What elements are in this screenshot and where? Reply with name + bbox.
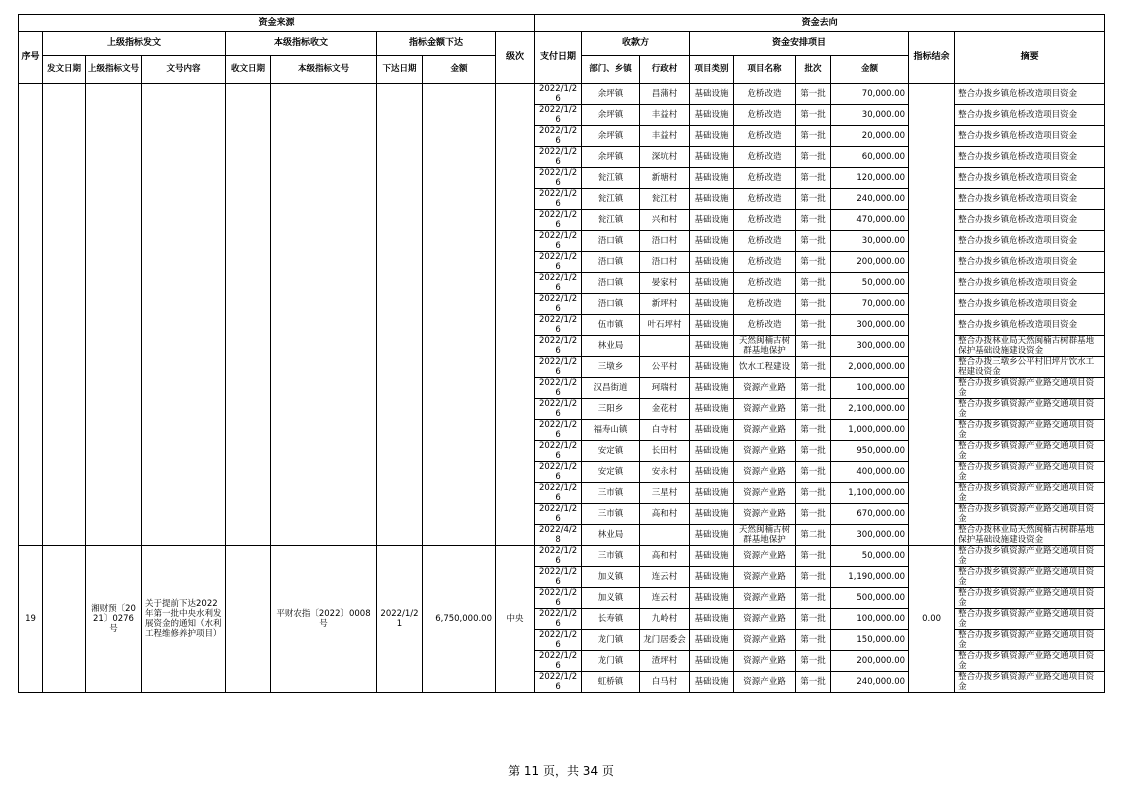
pay-amount-cell: 300,000.00 (831, 315, 909, 336)
batch-cell: 第一批 (796, 504, 831, 525)
summary-cell: 整合办拨乡镇资源产业路交通项目资金 (955, 441, 1105, 462)
summary-cell: 整合办拨乡镇资源产业路交通项目资金 (955, 567, 1105, 588)
project-name-cell: 危桥改造 (734, 105, 796, 126)
summary-cell: 整合办拨乡镇危桥改造项目资金 (955, 168, 1105, 189)
batch-cell: 第一批 (796, 420, 831, 441)
project-type-cell: 基础设施 (690, 126, 734, 147)
dept-cell: 三墩乡 (582, 357, 640, 378)
project-type-cell: 基础设施 (690, 84, 734, 105)
batch-cell: 第一批 (796, 147, 831, 168)
project-name-cell: 资源产业路 (734, 378, 796, 399)
col-header-superior-doc-no: 上级指标文号 (86, 56, 142, 84)
col-header-balance: 指标结余 (909, 32, 955, 84)
dept-cell: 龙门镇 (582, 630, 640, 651)
pay-date-cell: 2022/1/26 (535, 315, 582, 336)
village-cell: 渣坪村 (640, 651, 690, 672)
village-cell: 晏家村 (640, 273, 690, 294)
project-type-cell: 基础设施 (690, 105, 734, 126)
project-name-cell: 危桥改造 (734, 315, 796, 336)
col-header-level: 级次 (496, 32, 535, 84)
project-type-cell: 基础设施 (690, 147, 734, 168)
pay-amount-cell: 950,000.00 (831, 441, 909, 462)
pay-date-cell: 2022/1/26 (535, 462, 582, 483)
payment-row (19, 546, 1105, 567)
col-header-pay-amount: 金额 (831, 56, 909, 84)
village-cell: 瓮江村 (640, 189, 690, 210)
batch-cell: 第一批 (796, 273, 831, 294)
village-cell: 连云村 (640, 567, 690, 588)
project-name-cell: 天然闽楠古树群基地保护 (734, 336, 796, 357)
batch-cell: 第一批 (796, 168, 831, 189)
receive-date-cell (226, 84, 271, 546)
pay-date-cell: 2022/4/28 (535, 525, 582, 546)
village-cell: 昌蒲村 (640, 84, 690, 105)
summary-cell: 整合办拨乡镇危桥改造项目资金 (955, 210, 1105, 231)
group-header-project: 资金安排项目 (690, 32, 909, 56)
pay-amount-cell: 300,000.00 (831, 525, 909, 546)
village-cell: 九岭村 (640, 609, 690, 630)
pay-amount-cell: 1,100,000.00 (831, 483, 909, 504)
pay-date-cell: 2022/1/26 (535, 168, 582, 189)
batch-cell: 第一批 (796, 630, 831, 651)
pay-amount-cell: 500,000.00 (831, 588, 909, 609)
pay-amount-cell: 70,000.00 (831, 294, 909, 315)
batch-cell: 第一批 (796, 252, 831, 273)
pay-date-cell: 2022/1/26 (535, 399, 582, 420)
batch-cell: 第一批 (796, 546, 831, 567)
source-section-header: 资金来源 (19, 15, 535, 32)
project-name-cell: 资源产业路 (734, 546, 796, 567)
batch-cell: 第一批 (796, 567, 831, 588)
dept-cell: 三市镇 (582, 483, 640, 504)
pay-amount-cell: 2,000,000.00 (831, 357, 909, 378)
village-cell (640, 525, 690, 546)
col-header-source-amount: 金额 (423, 56, 496, 84)
summary-cell: 整合办拨乡镇资源产业路交通项目资金 (955, 588, 1105, 609)
page-number-footer: 第 11 页，共 34 页 (508, 764, 614, 778)
village-cell: 深坑村 (640, 147, 690, 168)
dept-cell: 安定镇 (582, 441, 640, 462)
pay-date-cell: 2022/1/26 (535, 357, 582, 378)
batch-cell: 第一批 (796, 378, 831, 399)
pay-amount-cell: 50,000.00 (831, 546, 909, 567)
dept-cell: 浯口镇 (582, 294, 640, 315)
project-type-cell: 基础设施 (690, 294, 734, 315)
dept-cell: 余坪镇 (582, 126, 640, 147)
col-header-issue-date: 发文日期 (43, 56, 86, 84)
release-date-cell: 2022/1/21 (377, 546, 423, 693)
batch-cell: 第一批 (796, 651, 831, 672)
pay-amount-cell: 2,100,000.00 (831, 399, 909, 420)
project-type-cell: 基础设施 (690, 336, 734, 357)
village-cell: 金花村 (640, 399, 690, 420)
project-name-cell: 资源产业路 (734, 399, 796, 420)
pay-amount-cell: 240,000.00 (831, 189, 909, 210)
project-name-cell: 资源产业路 (734, 462, 796, 483)
village-cell: 丰益村 (640, 105, 690, 126)
batch-cell: 第一批 (796, 357, 831, 378)
batch-cell: 第一批 (796, 483, 831, 504)
batch-cell: 第一批 (796, 189, 831, 210)
batch-cell: 第一批 (796, 126, 831, 147)
dept-cell: 瓮江镇 (582, 210, 640, 231)
dept-cell: 浯口镇 (582, 252, 640, 273)
doc-content-cell: 关于提前下达2022年第一批中央水利发展资金的通知（水利工程维修养护项目） (142, 546, 226, 693)
batch-cell: 第二批 (796, 525, 831, 546)
project-name-cell: 危桥改造 (734, 231, 796, 252)
batch-cell: 第一批 (796, 231, 831, 252)
project-type-cell: 基础设施 (690, 231, 734, 252)
summary-cell: 整合办拨乡镇危桥改造项目资金 (955, 189, 1105, 210)
batch-cell: 第一批 (796, 588, 831, 609)
batch-cell: 第一批 (796, 672, 831, 693)
summary-cell: 整合办拨林业局天然闽楠古树群基地保护基础设施建设资金 (955, 336, 1105, 357)
seq-cell: 19 (19, 546, 43, 693)
pay-amount-cell: 200,000.00 (831, 252, 909, 273)
summary-cell: 整合办拨林业局天然闽楠古树群基地保护基础设施建设资金 (955, 525, 1105, 546)
dept-cell: 林业局 (582, 525, 640, 546)
pay-date-cell: 2022/1/26 (535, 483, 582, 504)
village-cell: 龙门居委会 (640, 630, 690, 651)
pay-amount-cell: 30,000.00 (831, 231, 909, 252)
batch-cell: 第一批 (796, 609, 831, 630)
project-name-cell: 资源产业路 (734, 672, 796, 693)
village-cell: 浯口村 (640, 231, 690, 252)
summary-cell: 整合办拨三墩乡公平村旧坪片饮水工程建设资金 (955, 357, 1105, 378)
village-cell: 丰益村 (640, 126, 690, 147)
pay-amount-cell: 1,190,000.00 (831, 567, 909, 588)
project-type-cell: 基础设施 (690, 273, 734, 294)
pay-date-cell: 2022/1/26 (535, 294, 582, 315)
pay-date-cell: 2022/1/26 (535, 441, 582, 462)
pay-date-cell: 2022/1/26 (535, 336, 582, 357)
batch-cell: 第一批 (796, 462, 831, 483)
project-name-cell: 危桥改造 (734, 294, 796, 315)
level-cell: 中央 (496, 546, 535, 693)
col-header-receive-date: 收文日期 (226, 56, 271, 84)
summary-cell: 整合办拨乡镇资源产业路交通项目资金 (955, 483, 1105, 504)
project-type-cell: 基础设施 (690, 546, 734, 567)
project-type-cell: 基础设施 (690, 588, 734, 609)
batch-cell: 第一批 (796, 210, 831, 231)
section-header-row (19, 15, 1105, 32)
payment-row (19, 84, 1105, 105)
pay-amount-cell: 70,000.00 (831, 84, 909, 105)
village-cell: 安永村 (640, 462, 690, 483)
project-name-cell: 资源产业路 (734, 588, 796, 609)
col-header-summary: 摘要 (955, 32, 1105, 84)
summary-cell: 整合办拨乡镇资源产业路交通项目资金 (955, 399, 1105, 420)
dept-cell: 三市镇 (582, 504, 640, 525)
group-header-superior-doc: 上级指标发文 (43, 32, 226, 56)
dept-cell: 瓮江镇 (582, 189, 640, 210)
project-type-cell: 基础设施 (690, 504, 734, 525)
dept-cell: 余坪镇 (582, 147, 640, 168)
group-header-current-doc: 本级指标收文 (226, 32, 377, 56)
project-type-cell: 基础设施 (690, 609, 734, 630)
col-header-project-name: 项目名称 (734, 56, 796, 84)
batch-cell: 第一批 (796, 315, 831, 336)
summary-cell: 整合办拨乡镇资源产业路交通项目资金 (955, 546, 1105, 567)
project-name-cell: 危桥改造 (734, 252, 796, 273)
project-type-cell: 基础设施 (690, 399, 734, 420)
summary-cell: 整合办拨乡镇资源产业路交通项目资金 (955, 378, 1105, 399)
village-cell: 长田村 (640, 441, 690, 462)
batch-cell: 第一批 (796, 84, 831, 105)
village-cell (640, 336, 690, 357)
dept-cell: 林业局 (582, 336, 640, 357)
pay-date-cell: 2022/1/26 (535, 504, 582, 525)
doc-content-cell (142, 84, 226, 546)
dept-cell: 长寿镇 (582, 609, 640, 630)
summary-cell: 整合办拨乡镇资源产业路交通项目资金 (955, 504, 1105, 525)
dept-cell: 浯口镇 (582, 273, 640, 294)
pay-date-cell: 2022/1/26 (535, 672, 582, 693)
dept-cell: 虹桥镇 (582, 672, 640, 693)
pay-date-cell: 2022/1/26 (535, 609, 582, 630)
project-name-cell: 资源产业路 (734, 609, 796, 630)
project-type-cell: 基础设施 (690, 252, 734, 273)
summary-cell: 整合办拨乡镇资源产业路交通项目资金 (955, 630, 1105, 651)
village-cell: 兴和村 (640, 210, 690, 231)
project-type-cell: 基础设施 (690, 483, 734, 504)
pay-date-cell: 2022/1/26 (535, 84, 582, 105)
batch-cell: 第一批 (796, 399, 831, 420)
current-doc-no-cell: 平财农指〔2022〕0008号 (271, 546, 377, 693)
project-name-cell: 危桥改造 (734, 273, 796, 294)
col-header-doc-content: 文号内容 (142, 56, 226, 84)
summary-cell: 整合办拨乡镇资源产业路交通项目资金 (955, 651, 1105, 672)
project-type-cell: 基础设施 (690, 168, 734, 189)
balance-cell (909, 84, 955, 546)
batch-cell: 第一批 (796, 336, 831, 357)
receive-date-cell (226, 546, 271, 693)
pay-amount-cell: 30,000.00 (831, 105, 909, 126)
dept-cell: 汉昌街道 (582, 378, 640, 399)
col-header-release-date: 下达日期 (377, 56, 423, 84)
project-name-cell: 危桥改造 (734, 147, 796, 168)
village-cell: 珂瑞村 (640, 378, 690, 399)
superior-doc-no-cell: 湘财预〔2021〕0276号 (86, 546, 142, 693)
project-type-cell: 基础设施 (690, 378, 734, 399)
group-header-amount-issued: 指标金额下达 (377, 32, 496, 56)
project-name-cell: 危桥改造 (734, 84, 796, 105)
summary-cell: 整合办拨乡镇危桥改造项目资金 (955, 231, 1105, 252)
source-amount-cell (423, 84, 496, 546)
project-type-cell: 基础设施 (690, 420, 734, 441)
pay-amount-cell: 240,000.00 (831, 672, 909, 693)
project-type-cell: 基础设施 (690, 567, 734, 588)
pay-amount-cell: 120,000.00 (831, 168, 909, 189)
summary-cell: 整合办拨乡镇资源产业路交通项目资金 (955, 672, 1105, 693)
pay-date-cell: 2022/1/26 (535, 231, 582, 252)
project-name-cell: 危桥改造 (734, 168, 796, 189)
summary-cell: 整合办拨乡镇危桥改造项目资金 (955, 273, 1105, 294)
pay-amount-cell: 50,000.00 (831, 273, 909, 294)
superior-doc-no-cell (86, 84, 142, 546)
col-header-batch: 批次 (796, 56, 831, 84)
source-amount-cell: 6,750,000.00 (423, 546, 496, 693)
summary-cell: 整合办拨乡镇危桥改造项目资金 (955, 84, 1105, 105)
village-cell: 新塘村 (640, 168, 690, 189)
project-name-cell: 天然闽楠古树群基地保护 (734, 525, 796, 546)
pay-amount-cell: 150,000.00 (831, 630, 909, 651)
release-date-cell (377, 84, 423, 546)
project-type-cell: 基础设施 (690, 315, 734, 336)
group-header-payee: 收款方 (582, 32, 690, 56)
project-type-cell: 基础设施 (690, 441, 734, 462)
pay-amount-cell: 1,000,000.00 (831, 420, 909, 441)
dept-cell: 三阳乡 (582, 399, 640, 420)
project-name-cell: 资源产业路 (734, 441, 796, 462)
fund-ledger-table (18, 14, 1105, 693)
project-type-cell: 基础设施 (690, 462, 734, 483)
col-header-village: 行政村 (640, 56, 690, 84)
pay-date-cell: 2022/1/26 (535, 630, 582, 651)
project-name-cell: 资源产业路 (734, 567, 796, 588)
dept-cell: 余坪镇 (582, 84, 640, 105)
col-header-current-doc-no: 本级指标文号 (271, 56, 377, 84)
summary-cell: 整合办拨乡镇危桥改造项目资金 (955, 105, 1105, 126)
dept-cell: 瓮江镇 (582, 168, 640, 189)
project-name-cell: 资源产业路 (734, 504, 796, 525)
issue-date-cell (43, 84, 86, 546)
village-cell: 叶石坪村 (640, 315, 690, 336)
summary-cell: 整合办拨乡镇危桥改造项目资金 (955, 294, 1105, 315)
dest-section-header: 资金去向 (535, 15, 1105, 32)
summary-cell: 整合办拨乡镇资源产业路交通项目资金 (955, 609, 1105, 630)
dept-cell: 伍市镇 (582, 315, 640, 336)
project-type-cell: 基础设施 (690, 210, 734, 231)
village-cell: 高和村 (640, 546, 690, 567)
village-cell: 白寺村 (640, 420, 690, 441)
pay-amount-cell: 60,000.00 (831, 147, 909, 168)
project-name-cell: 危桥改造 (734, 126, 796, 147)
current-doc-no-cell (271, 84, 377, 546)
dept-cell: 余坪镇 (582, 105, 640, 126)
pay-amount-cell: 20,000.00 (831, 126, 909, 147)
pay-date-cell: 2022/1/26 (535, 105, 582, 126)
village-cell: 三星村 (640, 483, 690, 504)
summary-cell: 整合办拨乡镇资源产业路交通项目资金 (955, 462, 1105, 483)
project-name-cell: 资源产业路 (734, 483, 796, 504)
col-header-seq: 序号 (19, 32, 43, 84)
batch-cell: 第一批 (796, 441, 831, 462)
project-type-cell: 基础设施 (690, 189, 734, 210)
pay-amount-cell: 100,000.00 (831, 609, 909, 630)
dept-cell: 安定镇 (582, 462, 640, 483)
seq-cell (19, 84, 43, 546)
summary-cell: 整合办拨乡镇危桥改造项目资金 (955, 126, 1105, 147)
dept-cell: 福寿山镇 (582, 420, 640, 441)
dept-cell: 浯口镇 (582, 231, 640, 252)
summary-cell: 整合办拨乡镇危桥改造项目资金 (955, 315, 1105, 336)
pay-date-cell: 2022/1/26 (535, 378, 582, 399)
pay-date-cell: 2022/1/26 (535, 420, 582, 441)
village-cell: 连云村 (640, 588, 690, 609)
project-type-cell: 基础设施 (690, 651, 734, 672)
issue-date-cell (43, 546, 86, 693)
pay-amount-cell: 200,000.00 (831, 651, 909, 672)
summary-cell: 整合办拨乡镇危桥改造项目资金 (955, 147, 1105, 168)
pay-date-cell: 2022/1/26 (535, 567, 582, 588)
col-header-dept: 部门、乡镇 (582, 56, 640, 84)
batch-cell: 第一批 (796, 294, 831, 315)
pay-amount-cell: 300,000.00 (831, 336, 909, 357)
project-name-cell: 资源产业路 (734, 630, 796, 651)
project-type-cell: 基础设施 (690, 630, 734, 651)
pay-date-cell: 2022/1/26 (535, 273, 582, 294)
ledger-body (19, 84, 1105, 693)
pay-date-cell: 2022/1/26 (535, 651, 582, 672)
summary-cell: 整合办拨乡镇资源产业路交通项目资金 (955, 420, 1105, 441)
project-type-cell: 基础设施 (690, 525, 734, 546)
pay-date-cell: 2022/1/26 (535, 588, 582, 609)
batch-cell: 第一批 (796, 105, 831, 126)
project-name-cell: 危桥改造 (734, 210, 796, 231)
col-header-pay-date: 支付日期 (535, 32, 582, 84)
pay-amount-cell: 470,000.00 (831, 210, 909, 231)
project-name-cell: 危桥改造 (734, 189, 796, 210)
pay-date-cell: 2022/1/26 (535, 210, 582, 231)
pay-date-cell: 2022/1/26 (535, 546, 582, 567)
village-cell: 公平村 (640, 357, 690, 378)
pay-date-cell: 2022/1/26 (535, 147, 582, 168)
village-cell: 高和村 (640, 504, 690, 525)
dept-cell: 龙门镇 (582, 651, 640, 672)
pay-date-cell: 2022/1/26 (535, 252, 582, 273)
village-cell: 新坪村 (640, 294, 690, 315)
project-type-cell: 基础设施 (690, 672, 734, 693)
project-type-cell: 基础设施 (690, 357, 734, 378)
dept-cell: 三市镇 (582, 546, 640, 567)
col-header-project-type: 项目类别 (690, 56, 734, 84)
pay-amount-cell: 400,000.00 (831, 462, 909, 483)
pay-date-cell: 2022/1/26 (535, 189, 582, 210)
group-header-row (19, 32, 1105, 56)
dept-cell: 加义镇 (582, 588, 640, 609)
village-cell: 浯口村 (640, 252, 690, 273)
balance-cell: 0.00 (909, 546, 955, 693)
dept-cell: 加义镇 (582, 567, 640, 588)
project-name-cell: 饮水工程建设 (734, 357, 796, 378)
pay-amount-cell: 100,000.00 (831, 378, 909, 399)
level-cell (496, 84, 535, 546)
pay-date-cell: 2022/1/26 (535, 126, 582, 147)
project-name-cell: 资源产业路 (734, 651, 796, 672)
summary-cell: 整合办拨乡镇危桥改造项目资金 (955, 252, 1105, 273)
village-cell: 白马村 (640, 672, 690, 693)
pay-amount-cell: 670,000.00 (831, 504, 909, 525)
project-name-cell: 资源产业路 (734, 420, 796, 441)
